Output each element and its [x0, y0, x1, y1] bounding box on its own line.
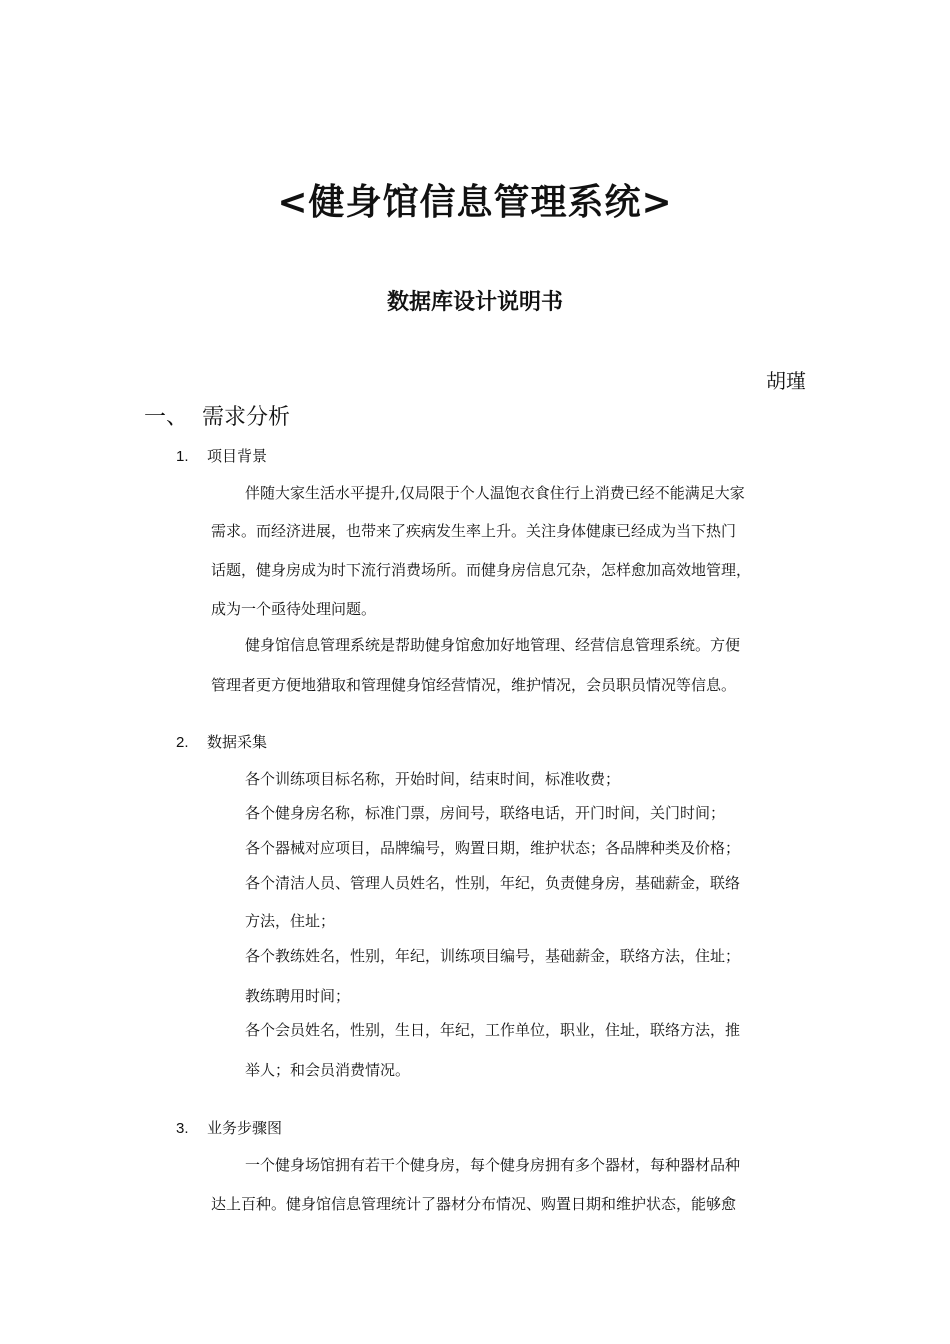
list-line: 各个清洁人员、管理人员姓名，性别，年纪，负责健身房，基础薪金，联络 — [245, 874, 741, 892]
subsection-title: 业务步骤图 — [207, 1119, 283, 1137]
paragraph-line: 一个健身场馆拥有若干个健身房，每个健身房拥有多个器材，每种器材品种 — [245, 1156, 741, 1174]
subsection-heading-data-collection — [176, 731, 267, 754]
paragraph-line: 话题，健身房成为时下流行消费场所。而健身房信息冗杂，怎样愈加高效地管理， — [211, 561, 752, 579]
document-title: <健身馆信息管理系统> — [277, 182, 673, 223]
list-line: 教练聘用时间； — [245, 987, 351, 1005]
list-line: 各个健身房名称，标准门票，房间号，联络电话，开门时间，关门时间； — [245, 804, 726, 822]
list-line: 各个训练项目标名称，开始时间，结束时间，标准收费； — [245, 770, 621, 788]
subsection-heading-background — [176, 445, 267, 468]
paragraph-line: 伴随大家生活水平提升,仅局限于个人温饱衣食住行上消费已经不能满足大家 — [245, 484, 745, 502]
subsection-heading-business-flow — [176, 1117, 282, 1140]
list-line: 举人；和会员消费情况。 — [245, 1061, 411, 1079]
list-line: 方法，住址； — [245, 912, 336, 930]
paragraph-line: 健身馆信息管理系统是帮助健身馆愈加好地管理、经营信息管理系统。方便 — [245, 636, 741, 654]
paragraph-line: 管理者更方便地猎取和管理健身馆经营情况，维护情况，会员职员情况等信息。 — [211, 676, 737, 694]
document-subtitle: 数据库设计说明书 — [386, 290, 563, 315]
subsection-number: 2. — [176, 734, 189, 751]
paragraph-line: 需求。而经济进展，也带来了疾病发生率上升。关注身体健康已经成为当下热门 — [211, 522, 737, 540]
section-number: 一、 — [144, 405, 189, 430]
subsection-number: 1. — [176, 448, 189, 465]
list-line: 各个教练姓名，性别，年纪，训练项目编号，基础薪金，联络方法，住址； — [245, 947, 741, 965]
section-title: 需求分析 — [202, 405, 291, 430]
list-line: 各个器械对应项目，品牌编号，购置日期，维护状态；各品牌种类及价格； — [245, 839, 741, 857]
subsection-number: 3. — [176, 1120, 189, 1137]
subsection-title: 项目背景 — [207, 447, 268, 465]
list-line: 各个会员姓名，性别，生日，年纪，工作单位，职业，住址，联络方法，推 — [245, 1021, 741, 1039]
author-name: 胡瑾 — [766, 369, 806, 393]
paragraph-line: 达上百种。健身馆信息管理统计了器材分布情况、购置日期和维护状态，能够愈 — [211, 1195, 737, 1213]
section-heading-requirements — [144, 402, 290, 434]
paragraph-line: 成为一个亟待处理问题。 — [211, 600, 377, 618]
subsection-title: 数据采集 — [207, 733, 268, 751]
